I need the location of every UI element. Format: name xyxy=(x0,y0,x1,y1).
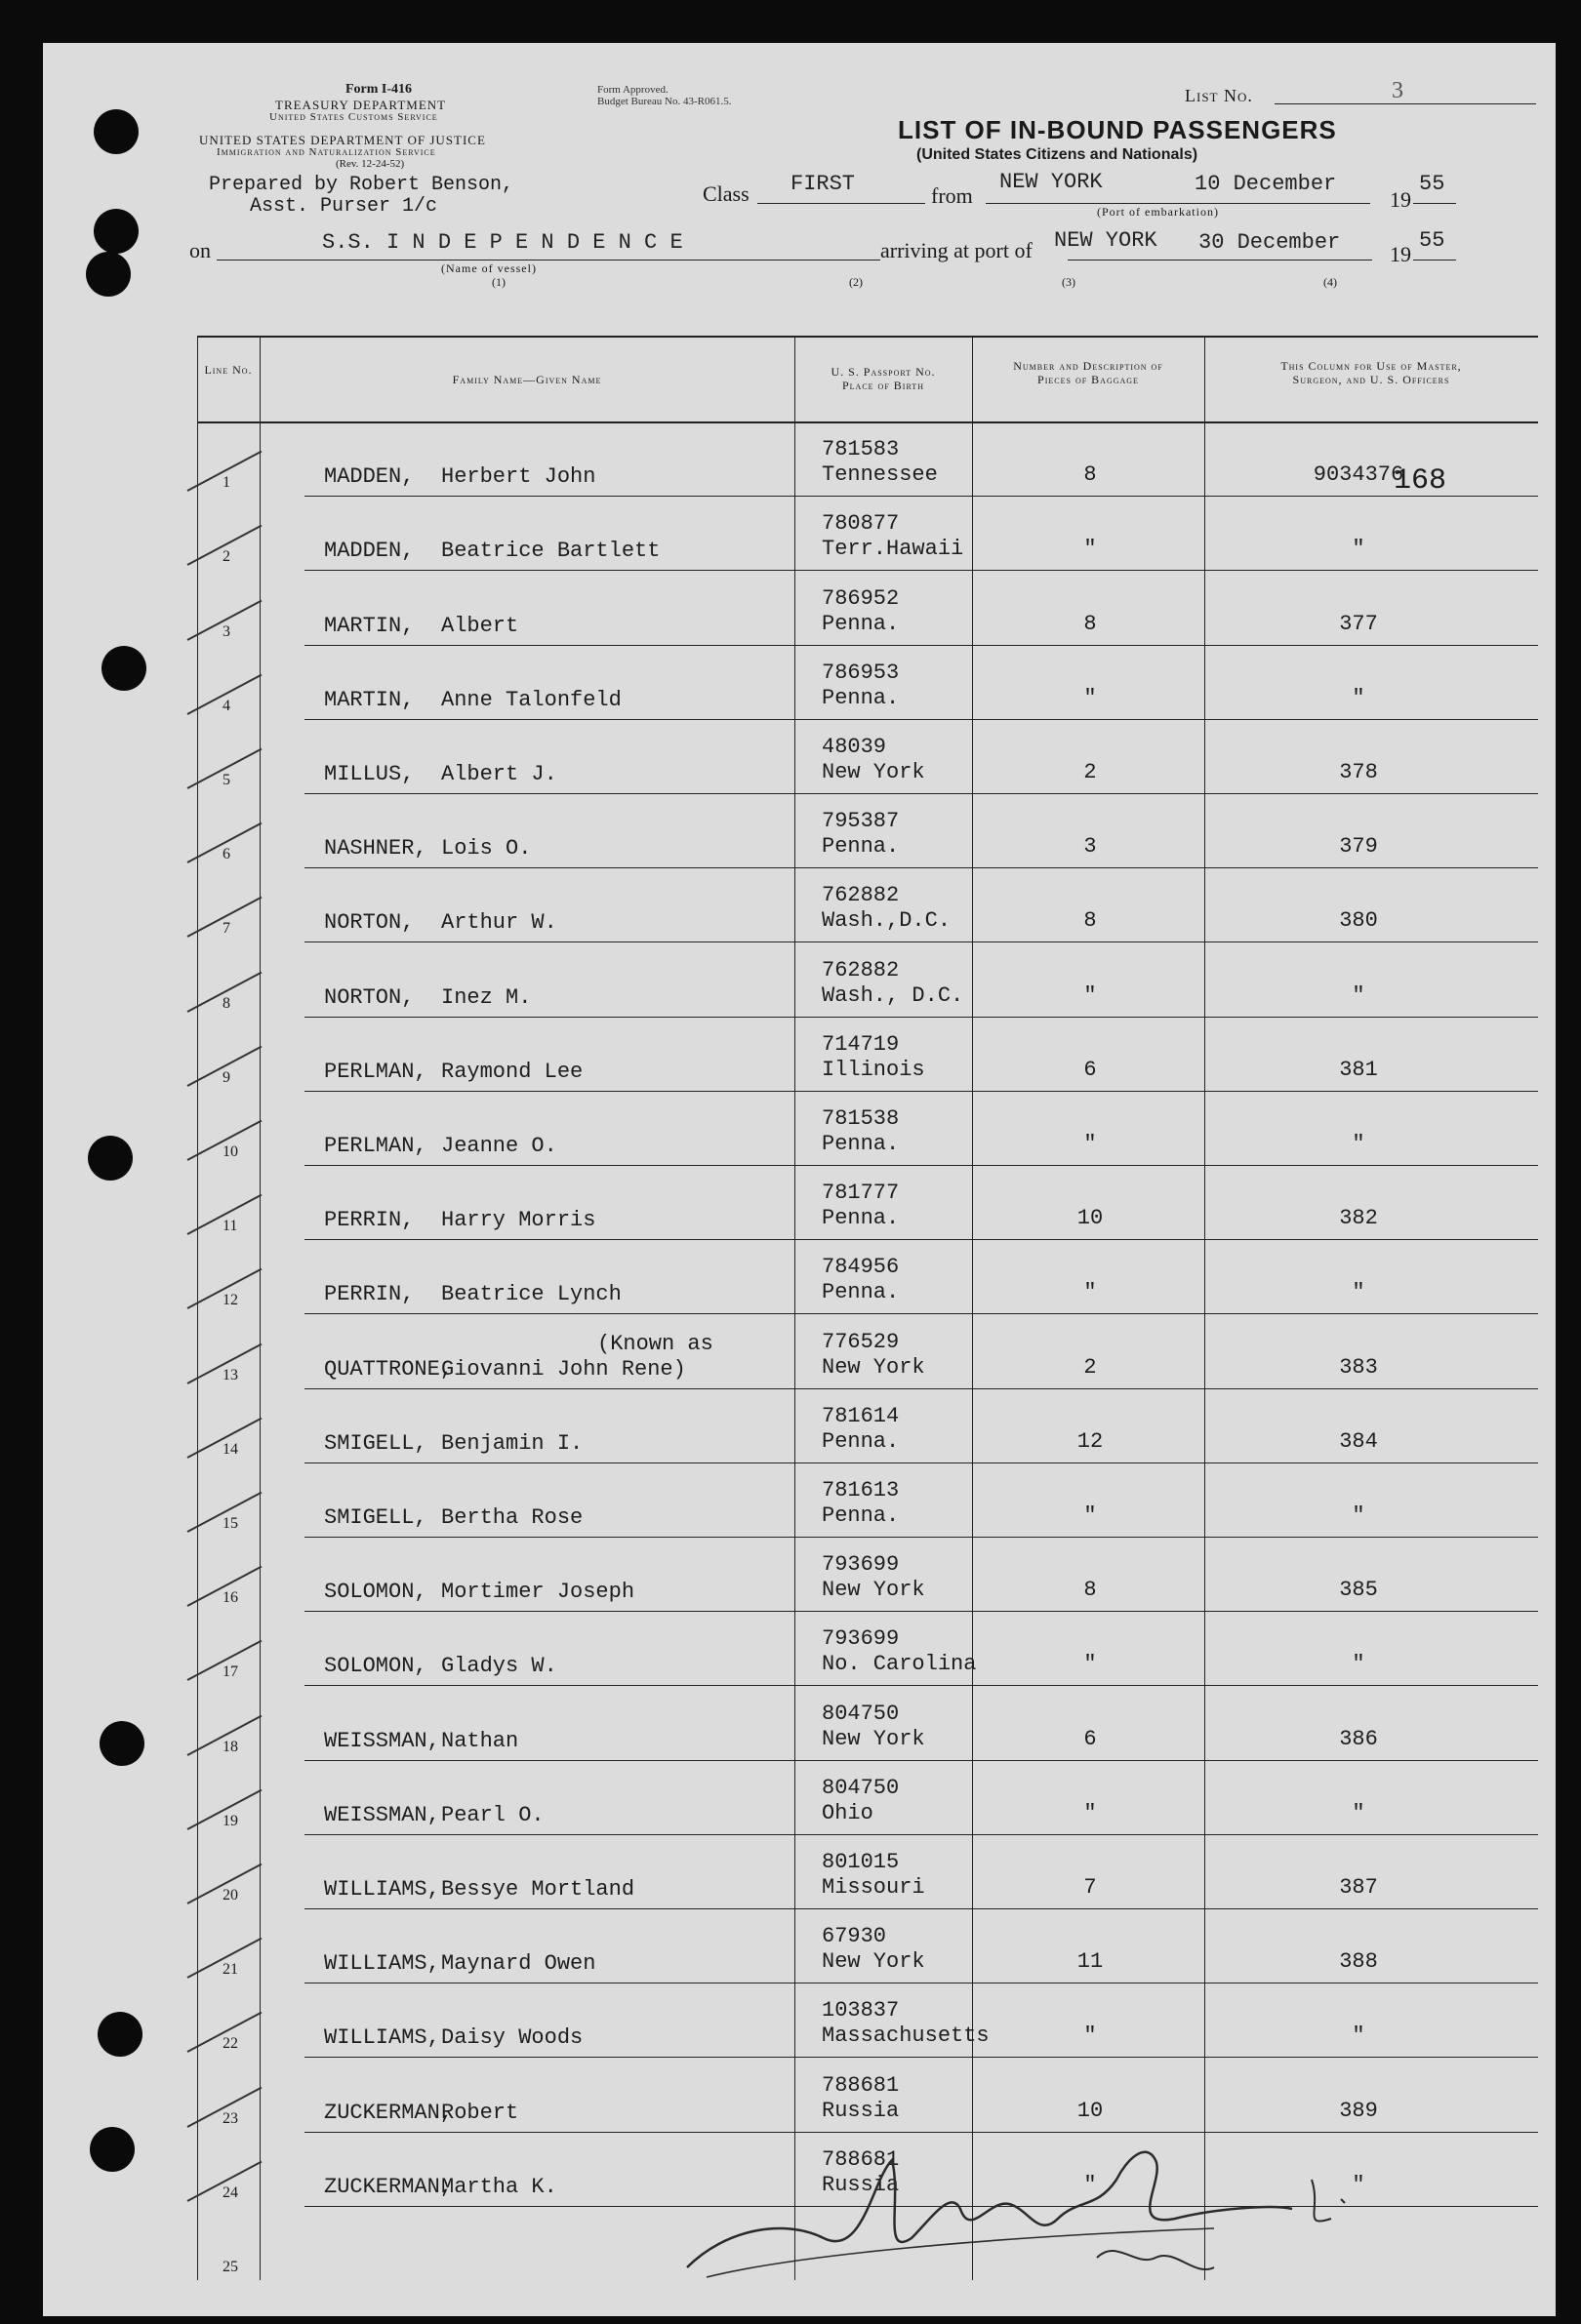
row-underline xyxy=(304,1834,1538,1835)
given-name: Giovanni John Rene) xyxy=(441,1356,686,1382)
from-port: NEW YORK xyxy=(999,170,1103,194)
given-name: Maynard Owen xyxy=(441,1951,596,1977)
officer-entry: " xyxy=(1352,537,1365,562)
line-number: 5 xyxy=(223,772,230,788)
officer-entry: 383 xyxy=(1339,1354,1378,1380)
col-header-line-no: Line No. xyxy=(204,363,253,377)
officer-entry: 388 xyxy=(1339,1949,1378,1975)
punch-hole xyxy=(88,1136,133,1181)
punch-hole xyxy=(98,2012,142,2057)
place-of-birth: Penna. xyxy=(822,1206,900,1231)
baggage-count: 8 xyxy=(1083,908,1097,934)
col-header-name: Family Name—Given Name xyxy=(452,373,602,386)
line-number: 11 xyxy=(223,1218,238,1235)
baggage-count: 2 xyxy=(1083,760,1097,784)
punch-hole xyxy=(86,252,131,297)
from-date: 10 December xyxy=(1195,172,1337,196)
margin-annotation: 168 xyxy=(1394,464,1447,498)
row-underline xyxy=(304,1760,1538,1761)
place-of-birth: Russia xyxy=(822,2172,900,2197)
row-underline xyxy=(304,645,1538,646)
passport-number: 786953 xyxy=(822,660,900,685)
arriving-label: arriving at port of xyxy=(880,238,1033,262)
passport-number: 804750 xyxy=(822,1775,900,1800)
vessel-name: S.S. I N D E P E N D E N C E xyxy=(322,230,683,255)
passport-number: 781538 xyxy=(822,1106,900,1131)
row-underline xyxy=(304,793,1538,794)
place-of-birth: New York xyxy=(822,1949,925,1975)
given-name: Robert xyxy=(441,2100,519,2125)
passport-number: 48039 xyxy=(822,735,887,759)
family-name: ZUCKERMAN, xyxy=(324,2100,454,2125)
year1-underline xyxy=(1413,203,1456,204)
place-of-birth: Terr.Hawaii xyxy=(822,537,964,562)
line-number: 14 xyxy=(223,1440,238,1458)
row-underline xyxy=(304,1313,1538,1314)
baggage-count: " xyxy=(1083,537,1097,562)
passport-number: 786952 xyxy=(822,585,900,611)
family-name: MARTIN, xyxy=(324,613,415,638)
baggage-count: 3 xyxy=(1083,834,1097,860)
document-sheet xyxy=(43,43,1556,2316)
row-underline xyxy=(304,1165,1538,1166)
baggage-count: 7 xyxy=(1083,1875,1097,1900)
baggage-count: " xyxy=(1083,982,1097,1008)
passenger-table xyxy=(197,336,1538,2280)
place-of-birth: Wash.,D.C. xyxy=(822,908,952,934)
family-name: PERLMAN, xyxy=(324,1059,427,1084)
place-of-birth: New York xyxy=(822,1578,925,1603)
dept-treasury: TREASURY DEPARTMENT xyxy=(275,98,447,112)
line-number: 2 xyxy=(223,548,230,566)
row-underline xyxy=(304,2057,1538,2058)
family-name: MARTIN, xyxy=(324,687,415,712)
row-underline xyxy=(304,1685,1538,1686)
col-header-baggage: Number and Description of Pieces of Baggage xyxy=(1013,359,1163,386)
place-of-birth: Penna. xyxy=(822,834,900,860)
dept-treasury-sub: United States Customs Service xyxy=(269,111,438,123)
prepared-by-line1: Prepared by Robert Benson, xyxy=(209,174,514,196)
place-of-birth: No. Carolina xyxy=(822,1652,977,1677)
family-name: SOLOMON, xyxy=(324,1654,427,1679)
place-of-birth: Penna. xyxy=(822,1428,900,1454)
list-no-underline xyxy=(1275,103,1536,104)
baggage-count: 8 xyxy=(1083,462,1097,488)
class-value: FIRST xyxy=(790,172,856,196)
place-of-birth: Penna. xyxy=(822,1132,900,1156)
list-no-label: List No. xyxy=(1185,86,1253,105)
place-of-birth: New York xyxy=(822,760,925,784)
line-number: 13 xyxy=(223,1366,238,1383)
officer-entry: " xyxy=(1352,1132,1365,1156)
baggage-count: 10 xyxy=(1076,1206,1104,1231)
family-name: MADDEN, xyxy=(324,464,415,490)
column-number-2: (2) xyxy=(849,275,863,289)
passport-number: 762882 xyxy=(822,883,900,908)
given-name: Anne Talonfeld xyxy=(441,687,622,712)
place-of-birth: Penna. xyxy=(822,685,900,710)
officer-entry: 377 xyxy=(1339,611,1378,636)
place-of-birth: Wash., D.C. xyxy=(822,982,964,1008)
passport-number: 762882 xyxy=(822,957,900,982)
line-number: 17 xyxy=(223,1663,238,1681)
passport-number: 103837 xyxy=(822,1998,900,2023)
officer-entry: " xyxy=(1352,1652,1365,1677)
passport-number: 714719 xyxy=(822,1031,900,1057)
officer-entry: 385 xyxy=(1339,1578,1378,1603)
officer-entry: 379 xyxy=(1339,834,1378,860)
column-number-3: (3) xyxy=(1062,275,1075,289)
passport-number: 793699 xyxy=(822,1552,900,1578)
baggage-count: " xyxy=(1083,2172,1097,2197)
line-number: 23 xyxy=(223,2109,238,2127)
line-number: 18 xyxy=(223,1738,238,1755)
given-name: Beatrice Bartlett xyxy=(441,539,661,564)
given-name: Nathan xyxy=(441,1728,519,1753)
baggage-count: 2 xyxy=(1083,1354,1097,1380)
punch-hole xyxy=(94,109,139,154)
family-name: PERLMAN, xyxy=(324,1134,427,1158)
passport-number: 788681 xyxy=(822,2072,900,2098)
family-name: PERRIN, xyxy=(324,1282,415,1307)
vessel-label: (Name of vessel) xyxy=(441,261,537,275)
line-number: 15 xyxy=(223,1515,238,1532)
row-underline xyxy=(304,1091,1538,1092)
row-underline xyxy=(304,1388,1538,1389)
given-name: Pearl O. xyxy=(441,1802,545,1827)
family-name: WILLIAMS, xyxy=(324,1877,440,1902)
col-header-officers: This Column for Use of Master, Surgeon, and U. S. Officers xyxy=(1280,359,1462,386)
row-underline xyxy=(304,1537,1538,1538)
given-name: Albert J. xyxy=(441,762,557,786)
table-left-border xyxy=(197,336,198,2280)
list-no-value: 3 xyxy=(1392,78,1403,103)
baggage-count: " xyxy=(1083,1652,1097,1677)
line-number: 21 xyxy=(223,1961,238,1979)
page-subtitle: (United States Citizens and Nationals) xyxy=(916,146,1198,163)
row-underline xyxy=(304,719,1538,720)
table-header-border xyxy=(197,421,1538,423)
family-name: QUATTRONE, xyxy=(324,1356,454,1382)
punch-hole xyxy=(101,646,146,691)
baggage-count: " xyxy=(1083,1280,1097,1305)
given-name: Gladys W. xyxy=(441,1654,557,1679)
name-note: (Known as xyxy=(597,1331,713,1356)
officer-entry: 387 xyxy=(1339,1875,1378,1900)
line-number: 20 xyxy=(223,1887,238,1903)
officer-entry: 380 xyxy=(1339,908,1378,934)
line-number: 9 xyxy=(223,1068,230,1086)
passport-number: 784956 xyxy=(822,1255,900,1280)
dept-justice-sub: Immigration and Naturalization Service xyxy=(217,146,436,158)
family-name: NASHNER, xyxy=(324,836,427,861)
table-top-border xyxy=(197,336,1538,338)
given-name: Bessye Mortland xyxy=(441,1877,635,1902)
family-name: WILLIAMS, xyxy=(324,1951,440,1977)
line-number: 12 xyxy=(223,1292,238,1309)
row-underline xyxy=(304,1239,1538,1240)
line-number: 1 xyxy=(223,474,230,492)
place-of-birth: New York xyxy=(822,1354,925,1380)
passport-number: 780877 xyxy=(822,511,900,537)
family-name: WILLIAMS, xyxy=(324,2025,440,2051)
line-number: 16 xyxy=(223,1589,238,1607)
year-prefix-1: 19 xyxy=(1390,187,1411,212)
given-name: Bertha Rose xyxy=(441,1505,584,1530)
page-title: LIST OF IN-BOUND PASSENGERS xyxy=(898,115,1337,144)
place-of-birth: Penna. xyxy=(822,1280,900,1305)
line-number: 4 xyxy=(223,697,230,714)
passport-number: 781777 xyxy=(822,1181,900,1206)
year-1: 55 xyxy=(1419,172,1445,196)
family-name: SMIGELL, xyxy=(324,1505,427,1530)
officer-entry: 389 xyxy=(1339,2098,1378,2123)
family-name: NORTON, xyxy=(324,910,415,936)
baggage-count: 12 xyxy=(1076,1428,1104,1454)
line-number: 6 xyxy=(223,846,230,863)
passport-number: 801015 xyxy=(822,1850,900,1874)
line-number: 7 xyxy=(223,920,230,938)
officer-entry: " xyxy=(1352,685,1365,710)
place-of-birth: Tennessee xyxy=(822,462,938,488)
form-revision: (Rev. 12-24-52) xyxy=(336,158,405,170)
given-name: Lois O. xyxy=(441,836,532,861)
line-number: 8 xyxy=(223,994,230,1012)
passport-number: 793699 xyxy=(822,1626,900,1652)
year-2: 55 xyxy=(1419,228,1445,253)
place-of-birth: Russia xyxy=(822,2098,900,2123)
line-number: 25 xyxy=(223,2259,238,2275)
row-underline xyxy=(304,867,1538,868)
passport-number: 781613 xyxy=(822,1478,900,1503)
baggage-count: 10 xyxy=(1076,2098,1104,2123)
given-name: Benjamin I. xyxy=(441,1430,584,1456)
officer-entry: 9034376 xyxy=(1313,462,1404,488)
baggage-count: 6 xyxy=(1083,1057,1097,1082)
baggage-count: 11 xyxy=(1076,1949,1104,1975)
row-underline xyxy=(304,1908,1538,1909)
family-name: ZUCKERMAN, xyxy=(324,2174,454,2199)
line-number: 22 xyxy=(223,2035,238,2053)
passport-number: 795387 xyxy=(822,809,900,834)
given-name: Martha K. xyxy=(441,2174,557,2199)
form-number: Form I-416 xyxy=(345,82,413,97)
place-of-birth: Penna. xyxy=(822,611,900,636)
passport-number: 67930 xyxy=(822,1924,887,1949)
port-embarkation-label: (Port of embarkation) xyxy=(1097,205,1219,219)
family-name: SOLOMON, xyxy=(324,1580,427,1605)
line-number: 10 xyxy=(223,1143,238,1160)
class-label: Class xyxy=(703,181,750,206)
passport-number: 781614 xyxy=(822,1403,900,1428)
col-divider-officers xyxy=(1204,336,1205,2280)
class-underline xyxy=(757,203,925,204)
family-name: SMIGELL, xyxy=(324,1430,427,1456)
punch-hole xyxy=(100,1721,144,1766)
line-number: 24 xyxy=(223,2184,238,2201)
given-name: Mortimer Joseph xyxy=(441,1580,635,1605)
officer-entry: " xyxy=(1352,2023,1365,2049)
baggage-count: 8 xyxy=(1083,1578,1097,1603)
place-of-birth: Illinois xyxy=(822,1057,925,1082)
punch-hole xyxy=(90,2127,135,2172)
baggage-count: 8 xyxy=(1083,611,1097,636)
officer-entry: " xyxy=(1352,1800,1365,1825)
family-name: WEISSMAN, xyxy=(324,1728,440,1753)
place-of-birth: New York xyxy=(822,1726,925,1751)
prepared-by-line2: Asst. Purser 1/c xyxy=(250,195,438,218)
arrive-port: NEW YORK xyxy=(1054,228,1157,253)
passport-number: 781583 xyxy=(822,437,900,462)
row-underline xyxy=(304,1017,1538,1018)
officer-entry: 386 xyxy=(1339,1726,1378,1751)
place-of-birth: Ohio xyxy=(822,1800,873,1825)
col-header-passport: U. S. Passport No. Place of Birth xyxy=(831,365,936,392)
col-divider-line xyxy=(260,336,261,2280)
family-name: WEISSMAN, xyxy=(324,1802,440,1827)
given-name: Herbert John xyxy=(441,464,596,490)
family-name: MILLUS, xyxy=(324,762,415,786)
officer-entry: 381 xyxy=(1339,1057,1378,1082)
on-label: on xyxy=(189,238,211,262)
officer-entry: " xyxy=(1352,982,1365,1008)
arrive-date: 30 December xyxy=(1198,230,1341,255)
baggage-count: 6 xyxy=(1083,1726,1097,1751)
given-name: Inez M. xyxy=(441,984,532,1010)
given-name: Beatrice Lynch xyxy=(441,1282,622,1307)
from-underline xyxy=(986,203,1370,204)
year-prefix-2: 19 xyxy=(1390,242,1411,266)
baggage-count: " xyxy=(1083,1132,1097,1156)
col-divider-passport xyxy=(794,336,795,2280)
passport-number: 776529 xyxy=(822,1329,900,1354)
baggage-count: " xyxy=(1083,685,1097,710)
from-label: from xyxy=(931,183,973,208)
baggage-count: " xyxy=(1083,2023,1097,2049)
place-of-birth: Massachusetts xyxy=(822,2023,990,2049)
signature xyxy=(668,2121,1390,2297)
given-name: Raymond Lee xyxy=(441,1059,584,1084)
column-number-1: (1) xyxy=(492,275,506,289)
row-underline xyxy=(304,1611,1538,1612)
officer-entry: " xyxy=(1352,1280,1365,1305)
given-name: Arthur W. xyxy=(441,910,557,936)
given-name: Daisy Woods xyxy=(441,2025,584,2051)
officer-entry: 378 xyxy=(1339,760,1378,784)
place-of-birth: Missouri xyxy=(822,1875,925,1900)
officer-entry: " xyxy=(1352,2172,1365,2197)
baggage-count: " xyxy=(1083,1800,1097,1825)
column-number-4: (4) xyxy=(1323,275,1337,289)
given-name: Harry Morris xyxy=(441,1208,596,1233)
family-name: MADDEN, xyxy=(324,539,415,564)
row-underline xyxy=(304,496,1538,497)
passport-number: 804750 xyxy=(822,1701,900,1726)
row-underline xyxy=(304,570,1538,571)
punch-hole xyxy=(94,209,139,254)
dept-justice: UNITED STATES DEPARTMENT OF JUSTICE xyxy=(199,133,486,147)
given-name: Albert xyxy=(441,613,519,638)
officer-entry: " xyxy=(1352,1503,1365,1528)
place-of-birth: Penna. xyxy=(822,1503,900,1528)
family-name: PERRIN, xyxy=(324,1208,415,1233)
line-number: 19 xyxy=(223,1812,238,1829)
family-name: NORTON, xyxy=(324,984,415,1010)
budget-bureau: Budget Bureau No. 43-R061.5. xyxy=(597,96,732,107)
officer-entry: 382 xyxy=(1339,1206,1378,1231)
passport-number: 788681 xyxy=(822,2146,900,2172)
col-divider-baggage xyxy=(972,336,973,2280)
officer-entry: 384 xyxy=(1339,1428,1378,1454)
baggage-count: " xyxy=(1083,1503,1097,1528)
given-name: Jeanne O. xyxy=(441,1134,557,1158)
line-number: 3 xyxy=(223,622,230,640)
form-approved: Form Approved. xyxy=(597,84,669,96)
